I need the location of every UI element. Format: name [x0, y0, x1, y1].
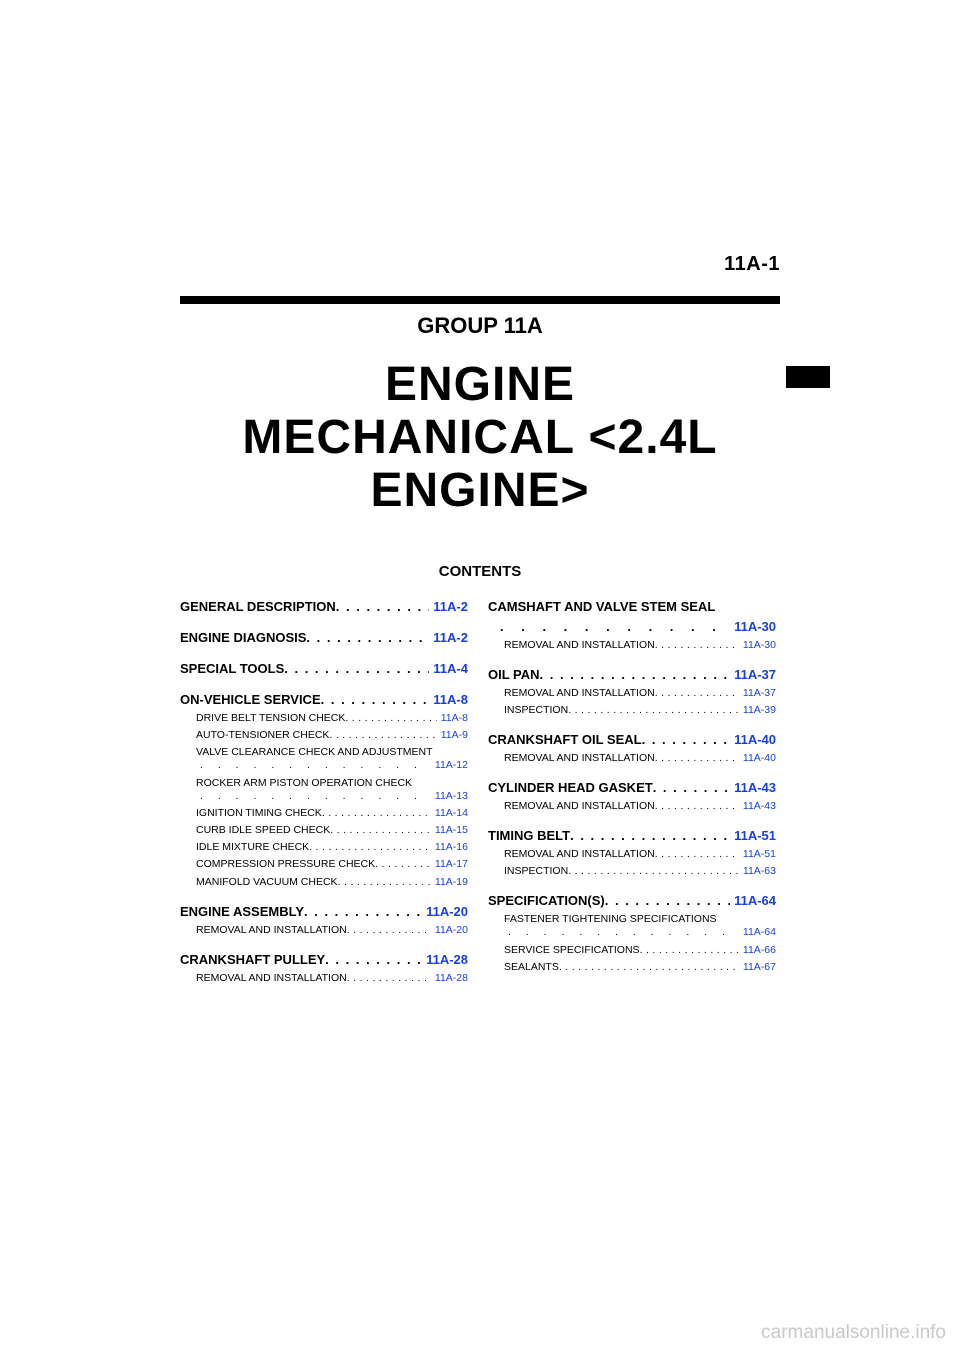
- dot-leader: [653, 779, 730, 796]
- dot-leader: [336, 598, 430, 615]
- group-title: GROUP 11A: [417, 313, 543, 338]
- toc-subentry-title: REMOVAL AND INSTALLATION: [504, 687, 655, 699]
- toc-page-link[interactable]: 11A-51: [742, 848, 776, 861]
- toc-subentry-title: AUTO-TENSIONER CHECK: [196, 729, 330, 742]
- toc-subentry[interactable]: [504, 687, 776, 700]
- toc-entry[interactable]: [488, 666, 776, 683]
- toc-section-on-vehicle-service: [180, 691, 468, 889]
- toc-entry[interactable]: [488, 731, 776, 748]
- toc-entry-title: OIL PAN: [488, 667, 540, 682]
- dot-leader: [568, 704, 739, 717]
- toc-page-link[interactable]: 11A-20: [426, 903, 468, 919]
- toc-page-link[interactable]: 11A-64: [734, 893, 776, 909]
- toc-entry-title: ON-VEHICLE SERVICE: [180, 692, 321, 707]
- toc-entry[interactable]: [488, 827, 776, 844]
- dot-leader: [306, 629, 429, 646]
- toc-page-link[interactable]: 11A-28: [434, 971, 468, 984]
- toc-section-oil-pan: [488, 666, 776, 717]
- dot-leader: [540, 666, 731, 683]
- toc-section-general-description: [180, 598, 468, 615]
- toc-page-link[interactable]: 11A-8: [440, 712, 468, 724]
- toc-section-specifications: [488, 892, 776, 973]
- main-title-line-2: MECHANICAL <2.4L: [242, 411, 718, 464]
- toc-page-link[interactable]: 11A-13: [434, 789, 468, 802]
- toc-page-link[interactable]: 11A-30: [734, 619, 776, 634]
- toc-entry[interactable]: [180, 598, 468, 615]
- toc-entry[interactable]: [180, 629, 468, 646]
- toc-section-camshaft-valve-stem-seal: [488, 598, 776, 652]
- toc-page-link[interactable]: 11A-14: [434, 806, 468, 819]
- toc-subentry[interactable]: [504, 961, 776, 974]
- dot-leader: [655, 848, 739, 861]
- toc-subentry-title: IGNITION TIMING CHECK: [196, 806, 322, 819]
- toc-subentry-title: REMOVAL AND INSTALLATION: [504, 848, 655, 861]
- toc-page-link[interactable]: 11A-30: [742, 639, 776, 651]
- toc-entry[interactable]: [180, 660, 468, 677]
- toc-subentry-title: REMOVAL AND INSTALLATION: [504, 752, 655, 765]
- toc-subentry-title: REMOVAL AND INSTALLATION: [196, 971, 347, 984]
- toc-subentry-title: ROCKER ARM PISTON OPERATION CHECK: [196, 776, 413, 789]
- toc-subentry[interactable]: [196, 807, 468, 820]
- toc-page-link[interactable]: 11A-64: [742, 926, 776, 939]
- toc-subentry-title: CURB IDLE SPEED CHECK: [196, 823, 331, 836]
- toc-section-cylinder-head-gasket: [488, 779, 776, 813]
- dot-leader: [196, 790, 431, 803]
- main-title: [180, 358, 780, 517]
- toc-page-link[interactable]: 11A-2: [433, 599, 468, 614]
- toc-subentry[interactable]: [196, 876, 468, 889]
- toc-page-link[interactable]: 11A-66: [742, 943, 776, 956]
- toc-page-link[interactable]: 11A-8: [433, 692, 468, 707]
- toc-subentry[interactable]: [504, 800, 776, 813]
- toc-page-link[interactable]: 11A-40: [742, 752, 776, 765]
- toc-subentry[interactable]: [196, 777, 468, 803]
- toc-subentry-title: DRIVE BELT TENSION CHECK: [196, 712, 346, 724]
- toc-entry-title: SPECIFICATION(S): [488, 893, 605, 909]
- dot-leader: [196, 759, 431, 772]
- toc-section-crankshaft-oil-seal: [488, 731, 776, 765]
- toc-entry[interactable]: [488, 779, 776, 796]
- dot-leader: [330, 824, 431, 837]
- dot-leader: [655, 752, 739, 765]
- toc-subentry[interactable]: [504, 704, 776, 717]
- main-title-line-3: ENGINE>: [370, 464, 590, 517]
- dot-leader: [321, 691, 430, 708]
- dot-leader: [345, 712, 436, 725]
- dot-leader: [309, 841, 431, 854]
- dot-leader: [284, 660, 429, 677]
- toc-subentry[interactable]: [504, 944, 776, 957]
- dot-leader: [347, 924, 431, 937]
- contents-heading: CONTENTS: [438, 563, 522, 580]
- toc-subentry[interactable]: [504, 865, 776, 878]
- dot-leader: [640, 944, 739, 957]
- toc-page-link[interactable]: 11A-4: [433, 661, 468, 676]
- toc-right-column: [488, 598, 776, 988]
- toc-page-link[interactable]: 11A-19: [434, 875, 468, 888]
- toc-page-link[interactable]: 11A-43: [734, 780, 776, 796]
- toc-page-link[interactable]: 11A-2: [433, 630, 468, 645]
- toc-page-link[interactable]: 11A-67: [742, 960, 776, 973]
- dot-leader: [605, 892, 730, 909]
- toc-entry[interactable]: [488, 892, 776, 909]
- toc-subentry-title: FASTENER TIGHTENING SPECIFICATIONS: [504, 913, 717, 926]
- toc-subentry[interactable]: [504, 639, 776, 652]
- toc-subentry[interactable]: [196, 824, 468, 837]
- dot-leader: [559, 961, 739, 974]
- toc-subentry[interactable]: [504, 848, 776, 861]
- dot-leader: [655, 800, 739, 813]
- section-tab-marker: [786, 366, 830, 388]
- toc-page-link[interactable]: 11A-16: [434, 841, 468, 854]
- toc-subentry-title: MANIFOLD VACUUM CHECK: [196, 875, 338, 888]
- toc-entry[interactable]: [488, 598, 776, 635]
- toc-entry-title: TIMING BELT: [488, 828, 571, 844]
- dot-leader: [304, 903, 422, 920]
- dot-leader: [375, 858, 431, 871]
- toc-subentry[interactable]: [196, 841, 468, 854]
- toc-page-link[interactable]: 11A-15: [434, 823, 468, 836]
- toc-section-timing-belt: [488, 827, 776, 878]
- dot-leader: [325, 951, 422, 968]
- dot-leader: [642, 731, 730, 748]
- toc-entry-title: GENERAL DESCRIPTION: [180, 599, 336, 614]
- page-number: 11A-1: [724, 253, 780, 275]
- toc-page-link[interactable]: 11A-51: [734, 828, 776, 844]
- toc-page-link[interactable]: 11A-20: [434, 923, 468, 936]
- toc-subentry[interactable]: [504, 913, 776, 939]
- toc-page-link[interactable]: 11A-28: [426, 951, 468, 967]
- toc-section-special-tools: [180, 660, 468, 677]
- dot-leader: [655, 639, 739, 652]
- toc-entry[interactable]: [180, 691, 468, 708]
- toc-entry-title: CRANKSHAFT OIL SEAL: [488, 732, 642, 748]
- toc-entry-title: ENGINE ASSEMBLY: [180, 903, 305, 919]
- toc-subentry[interactable]: [196, 924, 468, 937]
- toc-entry-title: SPECIAL TOOLS: [180, 661, 285, 676]
- toc-subentry-title: REMOVAL AND INSTALLATION: [504, 639, 655, 651]
- toc-page-link[interactable]: 11A-39: [742, 704, 776, 717]
- toc-subentry[interactable]: [504, 752, 776, 765]
- toc-subentry-title: SERVICE SPECIFICATIONS: [504, 943, 640, 956]
- toc-subentry[interactable]: [196, 729, 468, 742]
- toc-section-crankshaft-pulley: [180, 951, 468, 985]
- toc-subentry[interactable]: [196, 858, 468, 871]
- toc-entry-title: CAMSHAFT AND VALVE STEM SEAL: [488, 599, 716, 614]
- dot-leader: [655, 687, 739, 700]
- toc-page-link[interactable]: 11A-12: [434, 759, 468, 772]
- toc-subentry-title: INSPECTION: [504, 704, 569, 717]
- toc-section-engine-diagnosis: [180, 629, 468, 646]
- toc-entry-title: ENGINE DIAGNOSIS: [180, 630, 307, 645]
- toc-subentry[interactable]: [196, 972, 468, 985]
- toc-entry[interactable]: [180, 903, 468, 920]
- toc-subentry-title: IDLE MIXTURE CHECK: [196, 841, 310, 854]
- dot-leader: [338, 876, 431, 889]
- dot-leader: [488, 618, 730, 635]
- toc-page-link[interactable]: 11A-37: [734, 667, 776, 682]
- toc-subentry-title: REMOVAL AND INSTALLATION: [504, 800, 655, 813]
- dot-leader: [504, 926, 739, 939]
- dot-leader: [347, 972, 431, 985]
- toc-page-link[interactable]: 11A-37: [742, 687, 776, 699]
- toc-subentry[interactable]: [196, 712, 468, 725]
- toc-subentry-title: VALVE CLEARANCE CHECK AND ADJUSTMENT: [196, 746, 433, 759]
- toc-page-link[interactable]: 11A-9: [440, 729, 468, 742]
- toc-entry-title: CYLINDER HEAD GASKET: [488, 780, 653, 796]
- toc-entry[interactable]: [180, 951, 468, 968]
- toc-subentry-title: SEALANTS: [504, 960, 559, 973]
- toc-page-link[interactable]: 11A-43: [742, 800, 776, 813]
- toc-entry-title: CRANKSHAFT PULLEY: [180, 951, 326, 967]
- header-rule: [180, 296, 780, 304]
- toc-subentry-title: COMPRESSION PRESSURE CHECK: [196, 858, 376, 871]
- toc-subentry-title: INSPECTION: [504, 865, 569, 878]
- watermark: carmanualsonline.info: [761, 1322, 946, 1343]
- toc-page-link[interactable]: 11A-40: [734, 732, 776, 748]
- toc-page-link[interactable]: 11A-17: [434, 858, 468, 871]
- dot-leader: [322, 807, 431, 820]
- toc-page-link[interactable]: 11A-63: [742, 865, 776, 878]
- toc-subentry[interactable]: [196, 746, 468, 772]
- toc-subentry-title: REMOVAL AND INSTALLATION: [196, 923, 347, 936]
- dot-leader: [329, 729, 436, 742]
- toc-section-engine-assembly: [180, 903, 468, 937]
- main-title-line-1: ENGINE: [384, 358, 576, 411]
- dot-leader: [570, 827, 730, 844]
- toc-left-column: [180, 598, 468, 999]
- dot-leader: [568, 865, 739, 878]
